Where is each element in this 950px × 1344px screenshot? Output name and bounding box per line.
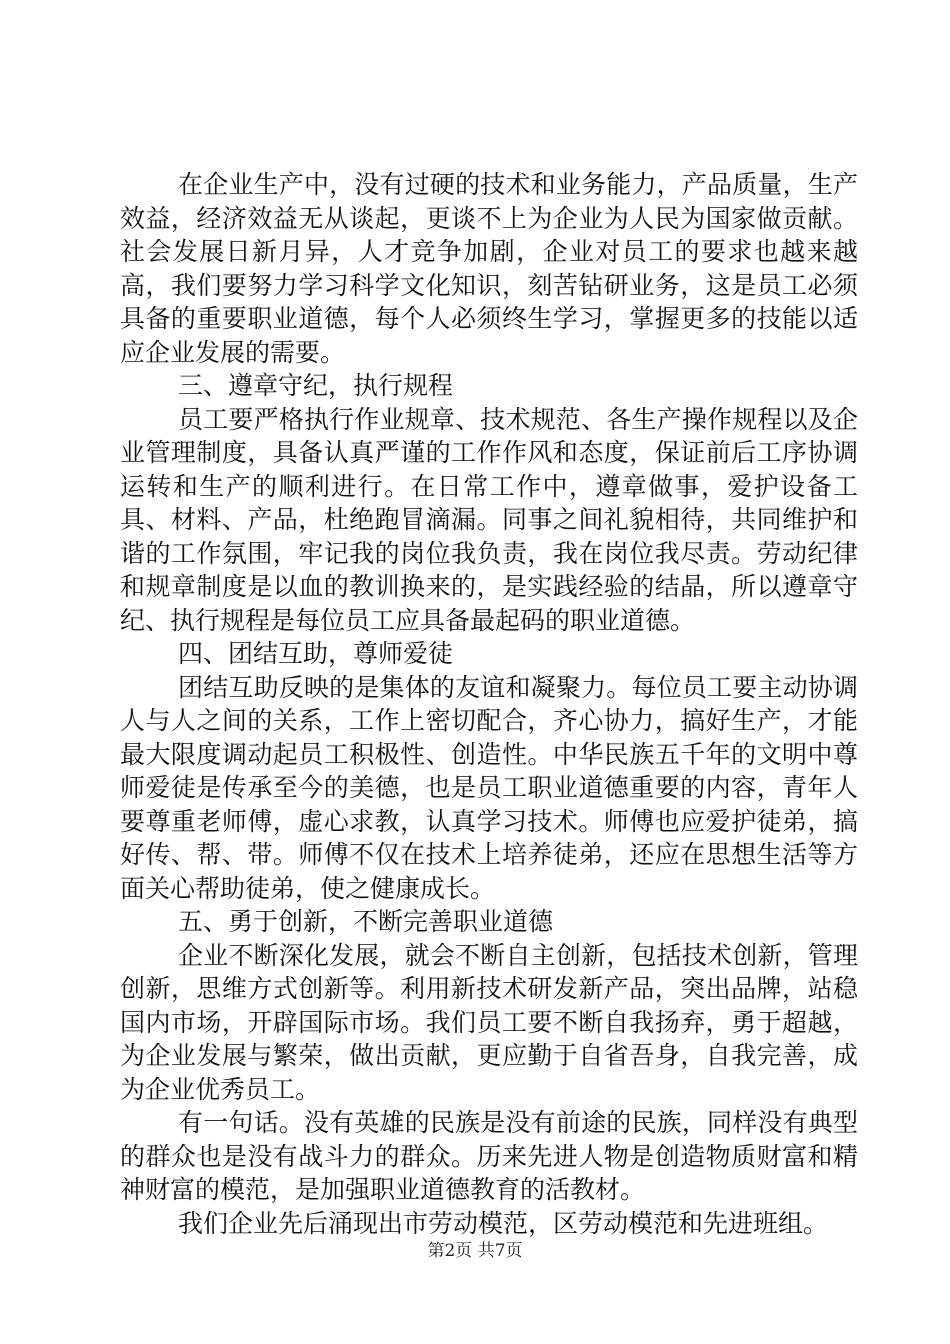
body-paragraph: 我们企业先后涌现出市劳动模范，区劳动模范和先进班组。 (178, 1208, 829, 1238)
document-body (120, 168, 858, 1240)
body-paragraph: 企业不断深化发展，就会不断自主创新，包括技术创新，管理创新，思维方式创新等。利用新技术研发新产品，突出品牌，站稳国内市场，开辟国际市场。我们员工要不断自我扬弃，勇于超越，为企业发展与繁荣，做出贡献，更应勤于自省吾身，自我完善，成为企业优秀员工。 (120, 940, 858, 1104)
section-heading: 四、团结互助，尊师爱徒 (178, 639, 454, 668)
section-heading: 三、遵章守纪，执行规程 (178, 371, 454, 400)
body-paragraph: 有一句话。没有英雄的民族是没有前途的民族，同样没有典型的群众也是没有战斗力的群众。历来先进人物是创造物质财富和精神财富的模范，是加强职业道德教育的活教材。 (120, 1108, 858, 1204)
page-number-footer: 第2页 共7页 (427, 1241, 523, 1261)
body-paragraph: 员工要严格执行作业规章、技术规范、各生产操作规程以及企业管理制度，具备认真严谨的工作作风和态度，保证前后工序协调运转和生产的顺利进行。在日常工作中，遵章做事，爱护设备工具、材料、产品，杜绝跑冒滴漏。同事之间礼貌相待，共同维护和谐的工作氛围，牢记我的岗位我负责，我在岗位我尽责。劳动纪律和规章制度是以血的教训换来的，是实践经验的结晶，所以遵章守纪、执行规程是每位员工应具备最起码的职业道德。 (120, 404, 858, 635)
body-paragraph: 在企业生产中，没有过硬的技术和业务能力，产品质量，生产效益，经济效益无从谈起，更谈不上为企业为人民为国家做贡献。社会发展日新月异，人才竞争加剧，企业对员工的要求也越来越高，我们要努力学习科学文化知识，刻苦钻研业务，这是员工必须具备的重要职业道德，每个人必须终生学习，掌握更多的技能以适应企业发展的需要。 (120, 170, 858, 367)
body-paragraph: 团结互助反映的是集体的友谊和凝聚力。每位员工要主动协调人与人之间的关系，工作上密切配合，齐心协力，搞好生产，才能最大限度调动起员工积极性、创造性。中华民族五千年的文明中尊师爱徒是传承至今的美德，也是员工职业道德重要的内容，青年人要尊重老师傅，虚心求教，认真学习技术。师傅也应爱护徒弟，搞好传、帮、带。师傅不仅在技术上培养徒弟，还应在思想生活等方面关心帮助徒弟，使之健康成长。 (120, 672, 858, 903)
section-heading: 五、勇于创新，不断完善职业道德 (178, 907, 554, 936)
